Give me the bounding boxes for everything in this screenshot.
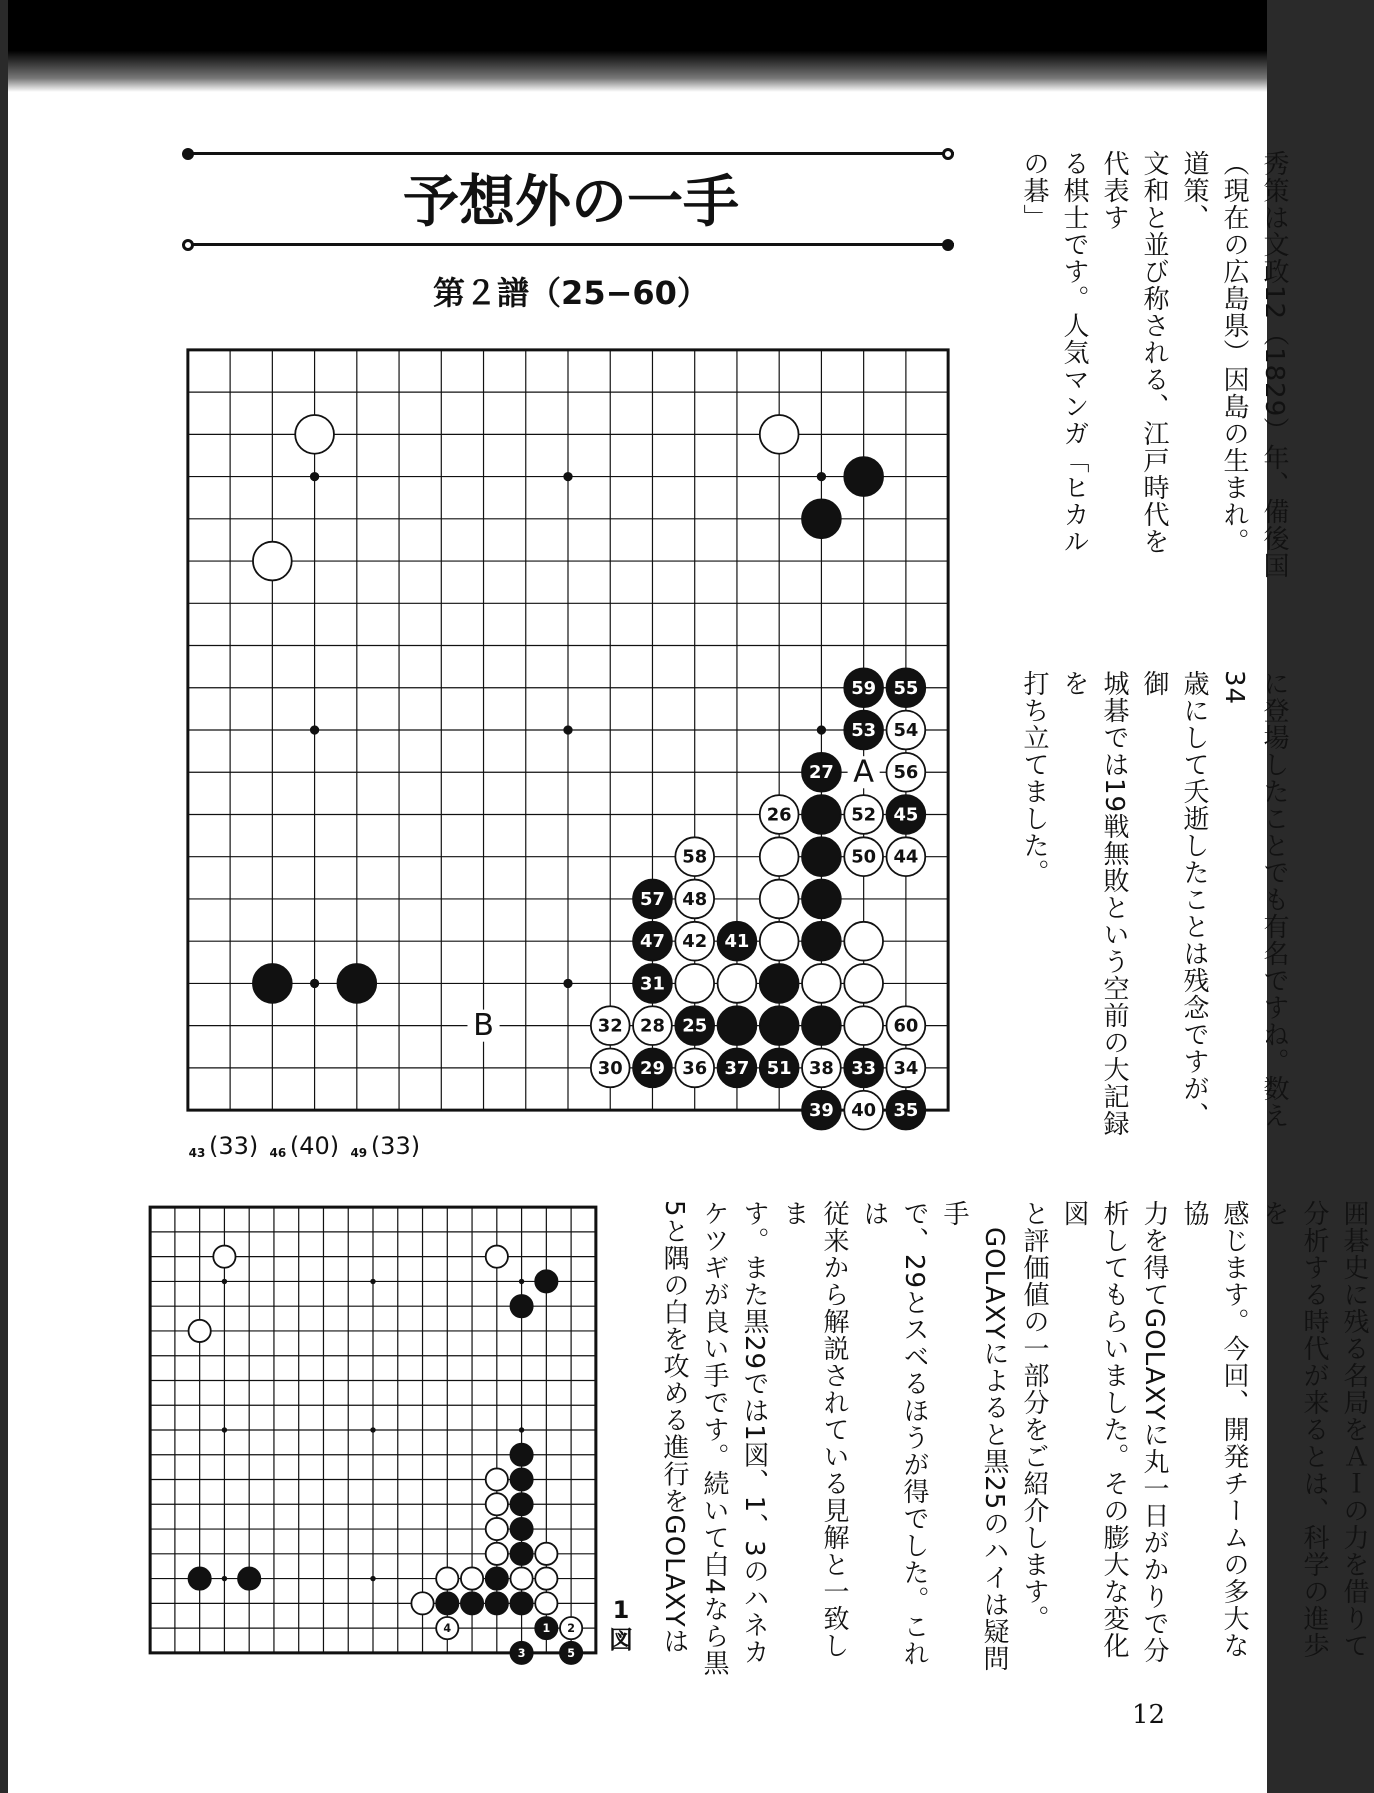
board-move-number: 59 bbox=[851, 677, 877, 699]
diagram-star-point bbox=[370, 1427, 375, 1432]
diagram-label: 1図 bbox=[609, 1596, 633, 1654]
caption-ref: (40) bbox=[289, 1132, 340, 1160]
diagram-white-stone bbox=[486, 1493, 508, 1515]
diagram-white-stone bbox=[535, 1592, 557, 1614]
text-column: GOLAXYによると黒25のハイは疑問手 bbox=[939, 1200, 1009, 1673]
diagram-black-stone bbox=[510, 1493, 532, 1515]
board-star-point bbox=[310, 979, 319, 988]
board-move-number: 25 bbox=[682, 1015, 708, 1037]
board-black-stone bbox=[802, 922, 841, 961]
text-column-group bbox=[654, 1200, 1374, 1680]
diagram-move-number: 3 bbox=[517, 1646, 526, 1660]
text-column: 分析する時代が来るとは、科学の進歩を bbox=[1259, 1200, 1329, 1659]
diagram-white-stone bbox=[461, 1567, 483, 1589]
caption-ref: (33) bbox=[370, 1132, 421, 1160]
board-move-number: 39 bbox=[808, 1100, 834, 1122]
board-move-number: 31 bbox=[640, 973, 665, 995]
text-column-group bbox=[1014, 150, 1294, 580]
diagram-white-stone bbox=[213, 1246, 235, 1268]
board-move-number: 47 bbox=[640, 931, 665, 953]
record-subtitle: 第２譜（25−60） bbox=[433, 274, 709, 312]
board-white-stone bbox=[718, 964, 757, 1003]
diagram-black-stone bbox=[486, 1592, 508, 1614]
text-column-group bbox=[1014, 670, 1294, 1140]
board-star-point bbox=[563, 979, 572, 988]
text-column: 秀策は文政12（1829）年、備後国 bbox=[1259, 150, 1289, 580]
text-column: る棋士です。人気マンガ「ヒカルの碁」 bbox=[1019, 150, 1089, 555]
board-black-stone bbox=[844, 457, 883, 496]
board-position-mark: B bbox=[473, 1008, 494, 1044]
board-star-point bbox=[310, 472, 319, 481]
board-black-stone bbox=[802, 837, 841, 876]
diagram-black-stone bbox=[510, 1592, 532, 1614]
diagram-black-stone bbox=[486, 1567, 508, 1589]
diagram-star-point bbox=[222, 1279, 227, 1284]
text-column: で、29とスベるほうが得でした。これは bbox=[859, 1200, 929, 1668]
board-white-stone bbox=[802, 964, 841, 1003]
diagram-white-stone bbox=[486, 1518, 508, 1540]
diagram-star-point bbox=[370, 1576, 375, 1581]
board-move-number: 40 bbox=[851, 1100, 877, 1122]
rule-end-dot bbox=[942, 239, 954, 251]
diagram-move-number: 1 bbox=[542, 1622, 551, 1636]
board-black-stone bbox=[802, 1006, 841, 1045]
board-white-stone bbox=[844, 1006, 883, 1045]
text-column: 城碁では19戦無敗という空前の大記録を bbox=[1059, 670, 1129, 1138]
diagram-white-stone bbox=[535, 1567, 557, 1589]
board-black-stone bbox=[718, 1006, 757, 1045]
caption-stone: 43 bbox=[188, 1146, 206, 1160]
board-move-number: 35 bbox=[893, 1100, 919, 1122]
board-move-number: 32 bbox=[597, 1015, 623, 1037]
board-black-stone bbox=[253, 964, 292, 1003]
board-white-stone bbox=[844, 922, 883, 961]
diagram-star-point bbox=[519, 1427, 524, 1432]
board-move-number: 33 bbox=[851, 1057, 877, 1079]
rule-end-dot bbox=[182, 148, 194, 160]
board-white-stone bbox=[760, 415, 799, 454]
board-move-number: 48 bbox=[682, 888, 708, 910]
text-column: 従来から解説されている見解と一致しま bbox=[779, 1200, 849, 1659]
board-black-stone bbox=[802, 499, 841, 538]
diagram-black-stone bbox=[535, 1270, 557, 1292]
board-move-number: 28 bbox=[640, 1015, 665, 1037]
text-column: 感じます。今回、開発チームの多大な協 bbox=[1179, 1200, 1249, 1659]
board-move-number: 44 bbox=[893, 846, 919, 868]
board-move-number: 55 bbox=[893, 677, 919, 699]
board-move-number: 37 bbox=[724, 1057, 750, 1079]
title-rule-top bbox=[188, 152, 954, 155]
diagram-black-stone bbox=[510, 1444, 532, 1466]
diagram-white-stone bbox=[486, 1246, 508, 1268]
board-move-number: 26 bbox=[766, 804, 792, 826]
text-column: 5と隅の白を攻める進行をGOLAXYは bbox=[659, 1200, 689, 1655]
diagram-black-stone bbox=[189, 1567, 211, 1589]
caption-stone: 46 bbox=[269, 1146, 287, 1160]
diagram-black-stone bbox=[238, 1567, 260, 1589]
board-move-number: 36 bbox=[682, 1057, 708, 1079]
diagram-white-stone bbox=[486, 1468, 508, 1490]
board-star-point bbox=[310, 725, 319, 734]
move-caption bbox=[185, 1132, 420, 1165]
diagram-white-stone bbox=[411, 1592, 433, 1614]
board-move-number: 58 bbox=[682, 846, 708, 868]
text-column: に登場したことでも有名ですね。数え34 bbox=[1219, 670, 1289, 1129]
board-move-number: 42 bbox=[682, 931, 708, 953]
diagram-1-go-board bbox=[138, 1195, 608, 1665]
board-white-stone bbox=[760, 837, 799, 876]
board-move-number: 53 bbox=[851, 719, 877, 741]
text-column: （現在の広島県）因島の生まれ。道策、 bbox=[1179, 150, 1249, 555]
board-black-stone bbox=[802, 795, 841, 834]
caption-stone: 49 bbox=[350, 1146, 368, 1160]
diagram-black-stone bbox=[510, 1468, 532, 1490]
text-column: と評価値の一部分をご紹介します。 bbox=[1019, 1200, 1049, 1632]
diagram-black-stone bbox=[510, 1518, 532, 1540]
diagram-move-number: 5 bbox=[567, 1646, 575, 1660]
board-position-mark: A bbox=[853, 754, 875, 790]
board-move-number: 54 bbox=[893, 719, 919, 741]
board-move-number: 45 bbox=[893, 804, 919, 826]
title-banner bbox=[178, 140, 968, 260]
diagram-black-stone bbox=[436, 1592, 458, 1614]
top-shadow-bar bbox=[8, 0, 1267, 92]
text-column: 析してもらいました。その膨大な変化図 bbox=[1059, 1200, 1129, 1659]
board-black-stone bbox=[760, 1006, 799, 1045]
board-white-stone bbox=[844, 964, 883, 1003]
main-go-board bbox=[168, 330, 968, 1130]
text-column: 囲碁史に残る名局をＡＩの力を借りて bbox=[1339, 1200, 1369, 1659]
diagram-white-stone bbox=[189, 1320, 211, 1342]
board-move-number: 41 bbox=[724, 931, 750, 953]
diagram-star-point bbox=[222, 1576, 227, 1581]
diagram-move-number: 4 bbox=[443, 1622, 452, 1636]
diagram-white-stone bbox=[486, 1543, 508, 1565]
board-move-number: 30 bbox=[597, 1057, 623, 1079]
board-star-point bbox=[563, 472, 572, 481]
text-column: 文和と並び称される、江戸時代を代表す bbox=[1099, 150, 1169, 555]
page-number: 12 bbox=[1132, 1700, 1166, 1730]
board-move-number: 56 bbox=[893, 762, 919, 784]
title-rule-bottom bbox=[188, 243, 954, 246]
board-move-number: 38 bbox=[808, 1057, 834, 1079]
board-black-stone bbox=[802, 880, 841, 919]
page-title: 予想外の一手 bbox=[403, 169, 739, 235]
diagram-white-stone bbox=[535, 1543, 557, 1565]
diagram-star-point bbox=[222, 1427, 227, 1432]
text-column: 歳にして夭逝したことは残念ですが、御 bbox=[1139, 670, 1209, 1129]
board-move-number: 34 bbox=[893, 1057, 919, 1079]
diagram-black-stone bbox=[510, 1295, 532, 1317]
text-column: 打ち立てました。 bbox=[1019, 670, 1049, 886]
board-black-stone bbox=[337, 964, 376, 1003]
diagram-star-point bbox=[370, 1279, 375, 1284]
diagram-move-number: 2 bbox=[567, 1622, 575, 1636]
rule-end-dot bbox=[942, 148, 954, 160]
board-white-stone bbox=[760, 922, 799, 961]
text-column: す。また黒29では1図、1、3のハネカ bbox=[739, 1200, 769, 1666]
book-page bbox=[8, 0, 1369, 1793]
board-move-number: 29 bbox=[640, 1057, 665, 1079]
board-star-point bbox=[563, 725, 572, 734]
board-move-number: 50 bbox=[851, 846, 877, 868]
diagram-white-stone bbox=[436, 1567, 458, 1589]
diagram-star-point bbox=[519, 1279, 524, 1284]
text-column: ケツギが良い手です。続いて白4なら黒 bbox=[699, 1200, 729, 1677]
board-black-stone bbox=[760, 964, 799, 1003]
diagram-white-stone bbox=[510, 1567, 532, 1589]
board-white-stone bbox=[253, 542, 292, 581]
board-white-stone bbox=[760, 880, 799, 919]
board-star-point bbox=[817, 472, 826, 481]
board-move-number: 57 bbox=[640, 888, 665, 910]
board-white-stone bbox=[675, 964, 714, 1003]
caption-ref: (33) bbox=[209, 1132, 259, 1160]
diagram-black-stone bbox=[510, 1543, 532, 1565]
board-white-stone bbox=[295, 415, 334, 454]
board-star-point bbox=[817, 725, 826, 734]
board-move-number: 52 bbox=[851, 804, 877, 826]
text-column: 力を得てGOLAXYに丸一日がかりで分 bbox=[1139, 1200, 1169, 1665]
board-move-number: 27 bbox=[808, 762, 834, 784]
diagram-black-stone bbox=[461, 1592, 483, 1614]
board-move-number: 60 bbox=[893, 1015, 919, 1037]
rule-end-dot bbox=[182, 239, 194, 251]
board-move-number: 51 bbox=[766, 1057, 792, 1079]
